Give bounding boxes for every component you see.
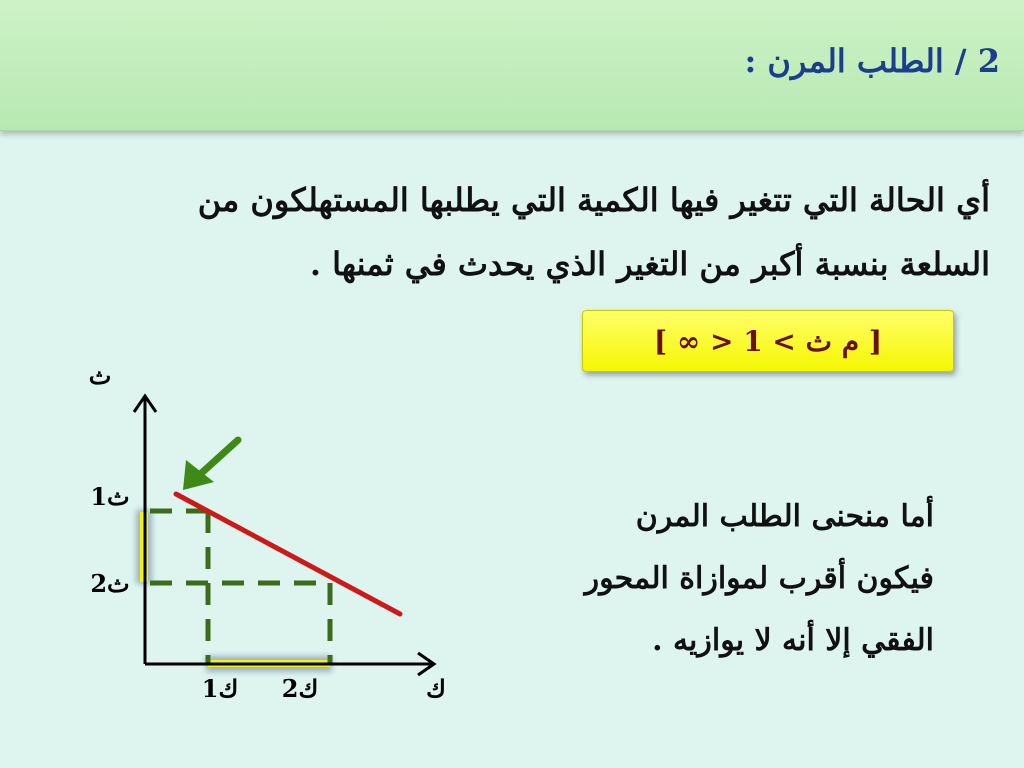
p2-label: ث2: [90, 569, 130, 598]
p1-label: ث1: [90, 482, 130, 511]
q1-label: ك1: [201, 674, 239, 703]
formula-text: [ ∞ > م ث > 1 ]: [653, 324, 883, 358]
q2-label: ك2: [281, 674, 319, 703]
note-line-2: فيكون أقرب لموازاة المحور: [584, 561, 934, 596]
guide-lines: [150, 511, 330, 663]
curve-pointer-arrow-icon: [183, 440, 238, 490]
note-line-3: الفقي إلا أنه لا يوازيه .: [652, 623, 934, 658]
x-axis-label: ك: [426, 674, 446, 703]
slide-title: 2 / الطلب المرن :: [744, 42, 1000, 80]
definition-line-1: أي الحالة التي تتغير فيها الكمية التي يطلبها المستهلكون من: [197, 181, 990, 219]
y-axis-label: ث: [88, 361, 112, 390]
definition-line-2: السلعة بنسبة أكبر من التغير الذي يحدث في ثمنها .: [309, 245, 990, 283]
axes: [134, 396, 434, 675]
note-line-1: أما منحنى الطلب المرن: [635, 499, 934, 534]
